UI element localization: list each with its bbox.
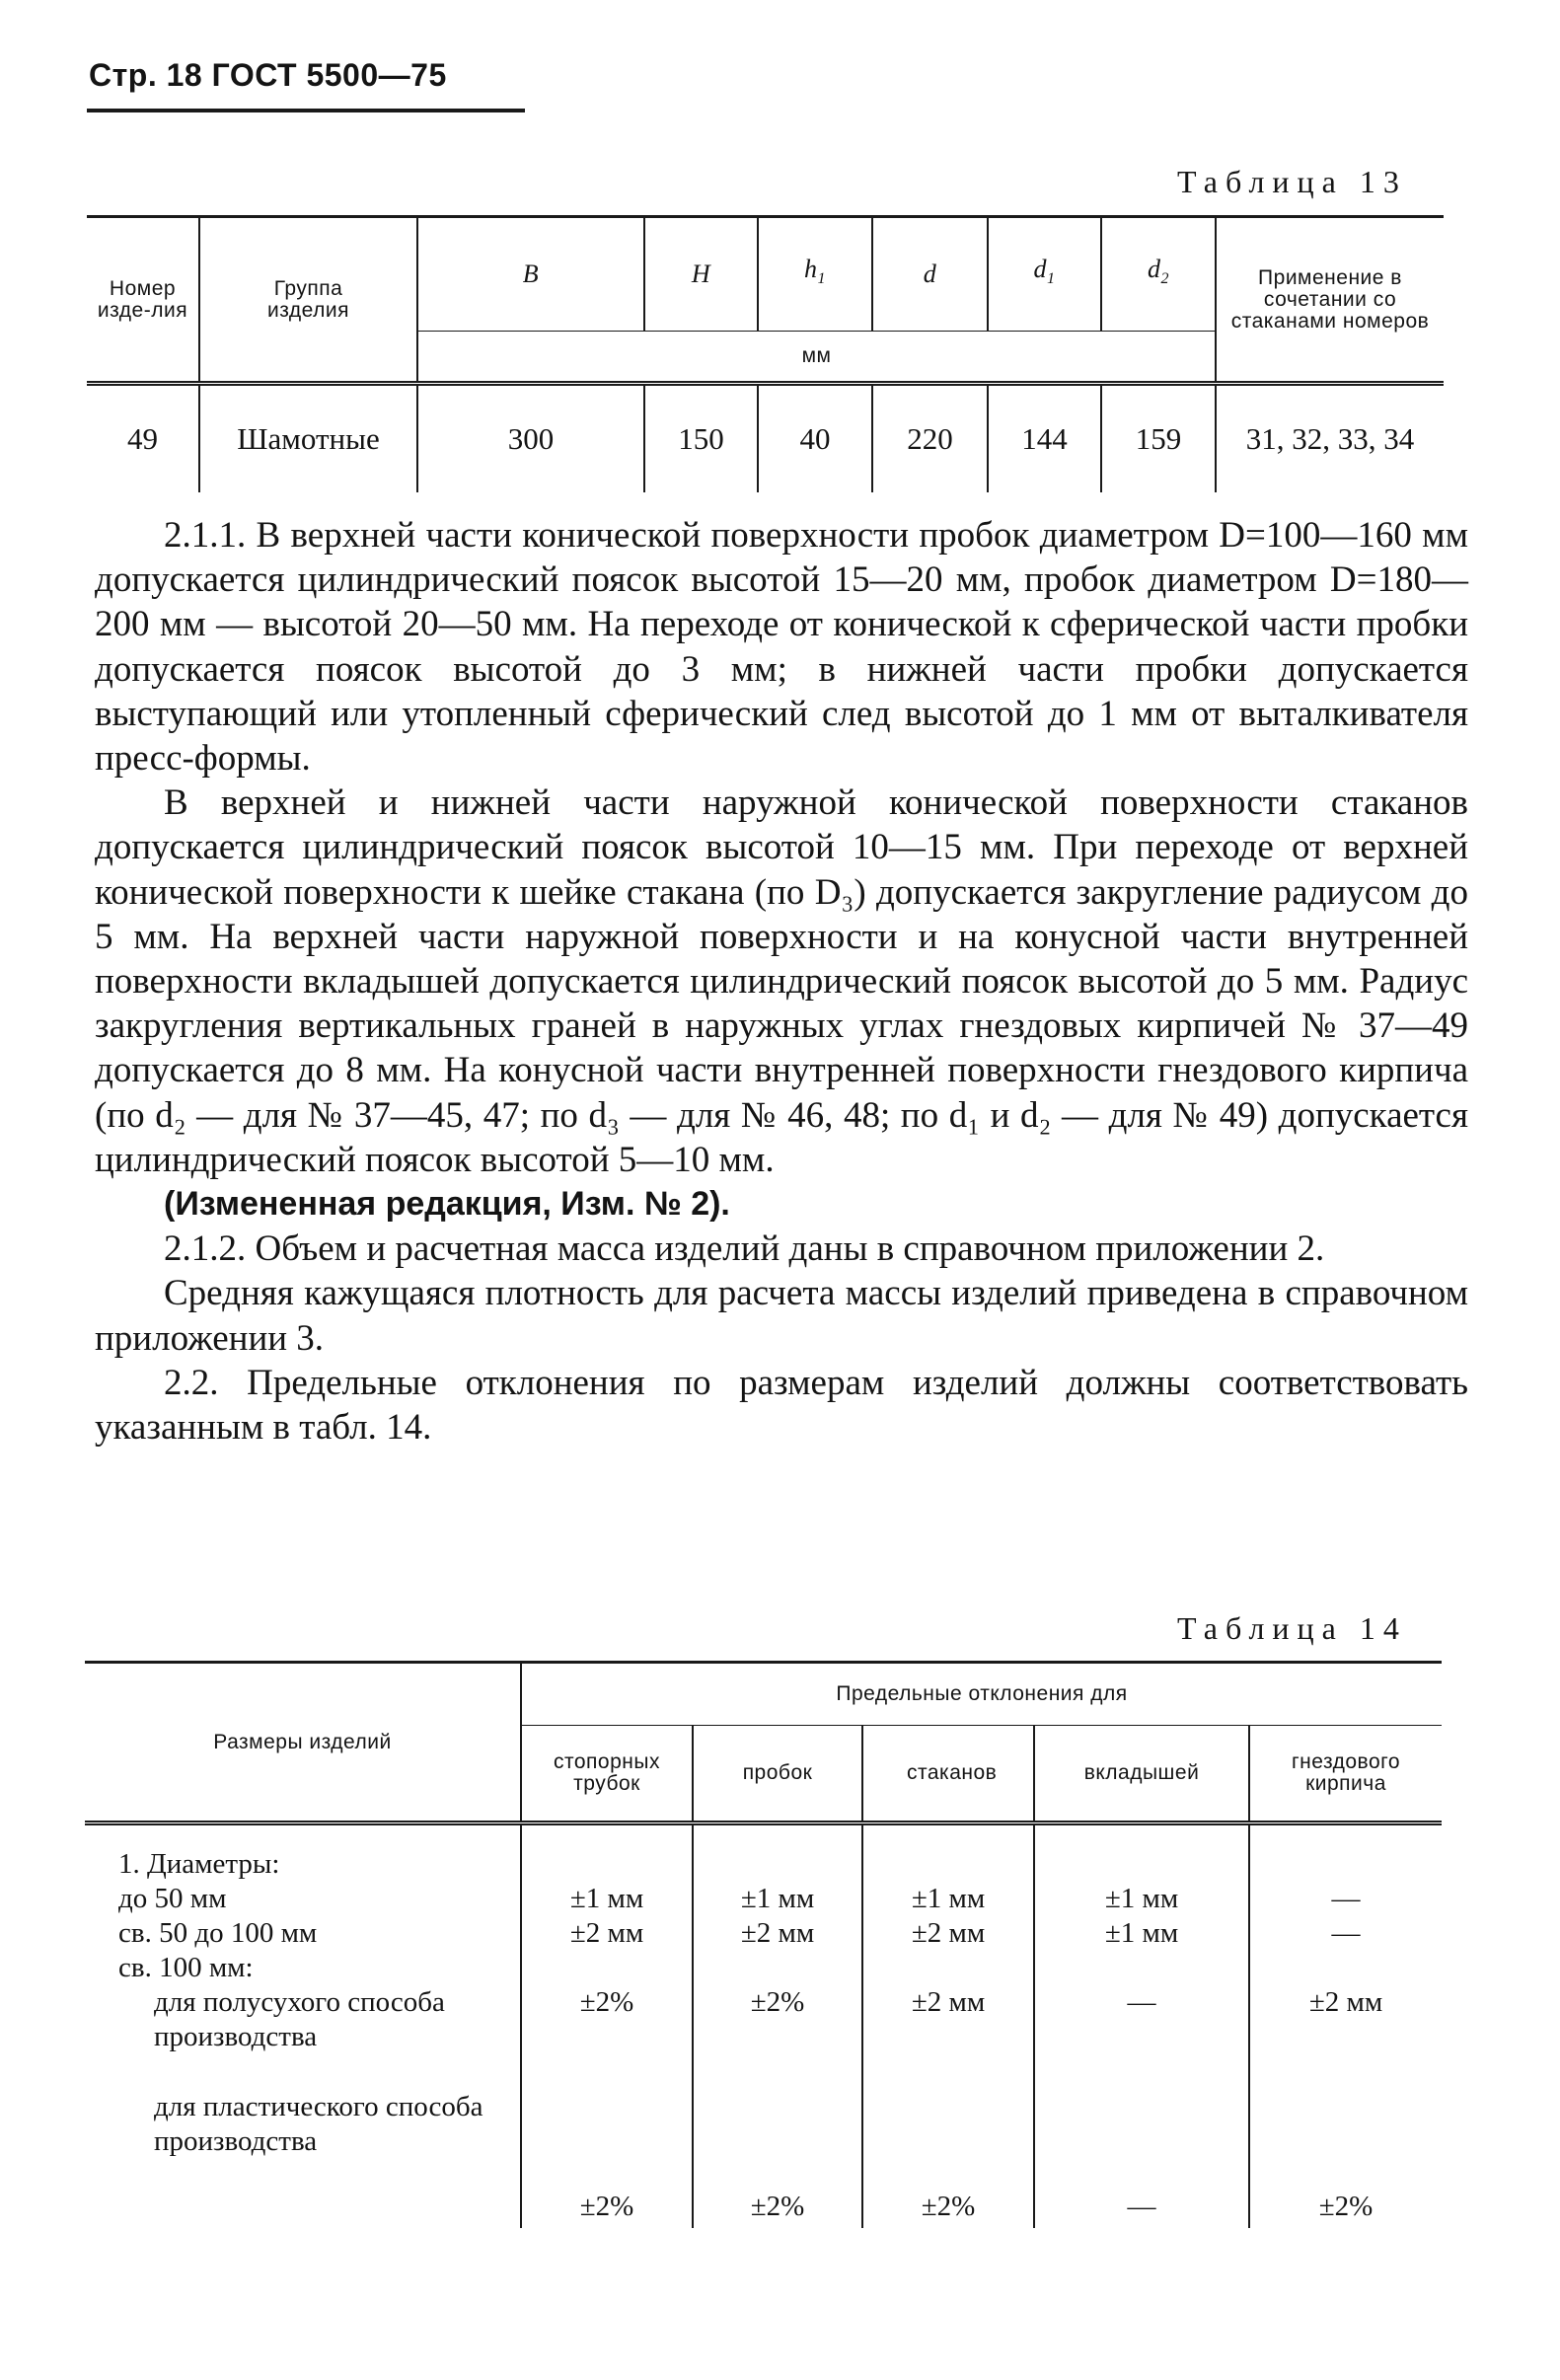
col-nest-brick-header: гнездового кирпича (1249, 1726, 1442, 1823)
cell-item-no: 49 (127, 421, 158, 456)
col-h1-header: $h_1$ (758, 217, 872, 332)
cell-cups: ±1 мм (862, 1882, 1034, 1916)
cell-nest-brick: — (1249, 1916, 1442, 1951)
paragraph-cups: В верхней и нижней части наружной конической поверхности стаканов допускается цилиндрический поясок высотой 10—15 мм. При переходе от верхней конической поверхности к шейке стакана (по D₃) допускается закругление радиусом до 5 мм. На верхней части наружной поверхности и на конусной части внутренней поверхности вкладышей допускается цилиндрический поясок высотой до 5 мм. Радиус закругления вертикальных граней в наружных углах гнездовых кирпичей № 37—49 допускается до 8 мм. На конусной части внутренней поверхности гнездового кирпича (по d₂ — для № 37—45, 47; по d₃ — для № 46, 48; по d₁ и d₂ — для № 49) допускается цилиндрический поясок высотой 5—10 мм. (95, 782, 1468, 1180)
revision-note: (Измененная редакция, Изм. № 2). (164, 1185, 730, 1224)
cell-cups (862, 1823, 1034, 1883)
col-plugs-header: пробок (693, 1726, 862, 1823)
table13-caption: Таблица 13 (1177, 164, 1407, 199)
running-head: Стр. 18 ГОСТ 5500—75 (89, 57, 447, 93)
cell-liners (1034, 1951, 1249, 1985)
cell-d: 220 (872, 384, 988, 493)
col-d-header: d (872, 217, 988, 332)
cell-cups: ±2% (862, 2090, 1034, 2228)
cell-d2: 159 (1101, 384, 1216, 493)
col-d2-header: $d_2$ (1101, 217, 1216, 332)
col-tubes-header: стопорных трубок (521, 1726, 693, 1823)
col-group-header: Группа изделия (199, 217, 417, 384)
group-header: Предельные отклонения для (521, 1663, 1442, 1726)
table13-row (87, 384, 1444, 493)
table14-row (85, 1882, 1442, 1916)
row-label: до 50 мм (118, 1883, 227, 1914)
header-rule (87, 109, 525, 112)
cell-liners: — (1034, 1985, 1249, 2090)
cell-d1: 144 (988, 384, 1101, 493)
col-usage-header: Применение в сочетании со стаканами номеров (1216, 217, 1444, 384)
cell-usage: 31, 32, 33, 34 (1216, 384, 1444, 493)
paragraph-density: Средняя кажущаяся плотность для расчета массы изделий приведена в справочном приложении 3. (95, 1273, 1468, 1359)
row-label: для пластического способа производства (154, 2091, 483, 2157)
unit-mm-header: мм (417, 332, 1216, 384)
cell-tubes: ±2% (521, 1985, 693, 2090)
row-label: 1. Диаметры: (118, 1848, 280, 1880)
cell-h: 150 (644, 384, 758, 493)
cell-plugs (693, 1951, 862, 1985)
cell-plugs: ±2% (693, 2090, 862, 2228)
cell-plugs (693, 1823, 862, 1883)
col-cups-header: стаканов (862, 1726, 1034, 1823)
cell-nest-brick (1249, 1823, 1442, 1883)
col-sizes-header: Размеры изделий (213, 1730, 392, 1753)
table14-row (85, 1823, 1442, 1883)
table14-row (85, 2090, 1442, 2228)
cell-nest-brick: ±2 мм (1249, 1985, 1442, 2090)
table14-row (85, 1916, 1442, 1951)
row-label: св. 50 до 100 мм (118, 1917, 318, 1949)
paragraph-2-1-2: 2.1.2. Объем и расчетная масса изделий даны в справочном приложении 2. (164, 1228, 1325, 1270)
cell-h1: 40 (758, 384, 872, 493)
row-label: св. 100 мм: (118, 1952, 254, 1983)
cell-tubes (521, 1951, 693, 1985)
paragraph-2-1-1: 2.1.1. В верхней части конической поверхности пробок диаметром D=100—160 мм допускается цилиндрический поясок высотой 15—20 мм, пробок диаметром D=180—200 мм — высотой 20—50 мм. На переходе от конической к сферической части пробки допускается поясок высотой до 3 мм; в нижней части пробки допускается выступающий или утопленный сферический след высотой до 1 мм от выталкивателя пресс-формы. (95, 515, 1468, 780)
cell-liners: — (1034, 2090, 1249, 2228)
cell-plugs: ±1 мм (693, 1882, 862, 1916)
paragraph-2-2: 2.2. Предельные отклонения по размерам изделий должны соответствовать указанным в табл. 14. (95, 1362, 1468, 1449)
table14-row (85, 1951, 1442, 1985)
col-h-header: H (644, 217, 758, 332)
col-b-header: B (417, 217, 644, 332)
row-label: для полусухого способа производства (154, 1986, 445, 2052)
cell-nest-brick: — (1249, 1882, 1442, 1916)
table14 (85, 1661, 1442, 2228)
table14-row (85, 1985, 1442, 2090)
col-item-no-header: Номер изде-лия (97, 276, 188, 322)
table14-caption: Таблица 14 (1177, 1610, 1407, 1646)
cell-nest-brick: ±2% (1249, 2090, 1442, 2228)
cell-tubes: ±1 мм (521, 1882, 693, 1916)
cell-tubes (521, 1823, 693, 1883)
cell-plugs: ±2% (693, 1985, 862, 2090)
cell-liners: ±1 мм (1034, 1916, 1249, 1951)
cell-plugs: ±2 мм (693, 1916, 862, 1951)
cell-tubes: ±2 мм (521, 1916, 693, 1951)
cell-cups (862, 1951, 1034, 1985)
cell-liners (1034, 1823, 1249, 1883)
col-d1-header: $d_1$ (988, 217, 1101, 332)
cell-tubes: ±2% (521, 2090, 693, 2228)
cell-group: Шамотные (199, 384, 417, 493)
body-text (95, 513, 1468, 1450)
cell-b: 300 (417, 384, 644, 493)
cell-cups: ±2 мм (862, 1916, 1034, 1951)
table13 (87, 215, 1444, 492)
cell-liners: ±1 мм (1034, 1882, 1249, 1916)
cell-cups: ±2 мм (862, 1985, 1034, 2090)
cell-nest-brick (1249, 1951, 1442, 1985)
col-liners-header: вкладышей (1034, 1726, 1249, 1823)
